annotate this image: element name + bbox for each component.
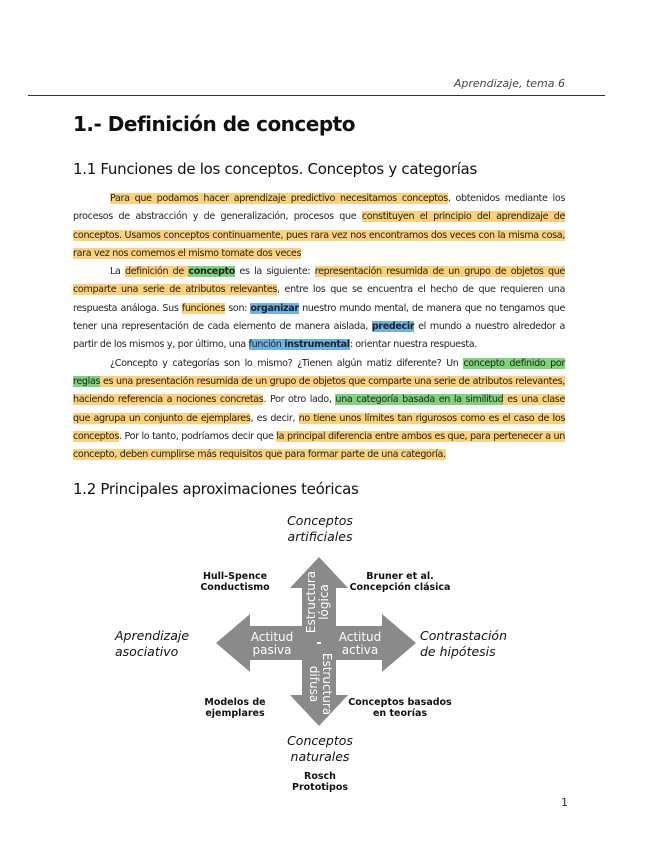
arrow-down-label: Estructuradifusa [307, 652, 334, 716]
hl-text: concepto definido por reglas [73, 357, 565, 387]
hl-text: la principal diferencia entre ambos es que, para pertenecer a un concepto, deben cumplirse más requisitos que para formar parte de una categoría. [73, 430, 566, 461]
label-line: artificiales [287, 529, 353, 544]
label-line: Bruner et al. [366, 571, 434, 582]
label-right [420, 628, 530, 660]
hl-text: es una clase que agrupa un conjunto de ejemplares [73, 394, 566, 424]
hl-text: es una presentación resumida de un grupo de objetos que comparte una serie de atributos relevantes, haciendo referencia a nociones concretas [73, 375, 565, 406]
text: , es decir, [250, 412, 299, 424]
page-number: 1 [561, 796, 568, 809]
label-top-left [180, 571, 290, 593]
label-top [260, 513, 380, 545]
label-line: Modelos de [204, 697, 266, 708]
hl-text: concepto [188, 266, 235, 278]
heading-2-functions: 1.1 Funciones de los conceptos. Conceptos y categorías [73, 160, 477, 178]
hl-text: una categoría basada en la similitud [335, 394, 504, 406]
hl-text: funciones [181, 302, 225, 314]
label-line: naturales [290, 749, 350, 764]
text: , entre los que se encuentra el hecho de que requieren una respuesta análoga. Sus [73, 284, 565, 314]
label-bottom [260, 733, 380, 765]
label-line: asociativo [115, 644, 179, 659]
hl-text: predecir [371, 321, 415, 333]
text: es la siguiente: [234, 266, 315, 278]
hl-text: instrumental [284, 339, 350, 351]
label-bottom-right [335, 697, 465, 719]
text: nuestro mundo mental, de manera que no tengamos que tener una representación de cada elemento de manera aislada, [73, 302, 565, 333]
label-line: Concepción clásica [349, 582, 451, 593]
label-bottom-left [180, 697, 290, 719]
hl-text: . Usamos conceptos continuamente, pues rara vez nos encontramos dos veces con la misma cosa, rara vez nos comemos el mismo tomate dos veces [73, 229, 565, 259]
hl-text: constituyen el principio del aprendizaje de conceptos [73, 211, 565, 241]
label-top-right [335, 571, 465, 593]
label-line: ejemplares [205, 708, 265, 719]
hl-text: Para que podamos hacer aprendizaje predictivo necesitamos conceptos [110, 193, 448, 204]
text: ¿Concepto y categorías son lo mismo? ¿Tienen algún matiz diferente? Un [110, 357, 464, 369]
heading-1: 1.- Definición de concepto [73, 112, 355, 136]
label-line: Aprendizaje [115, 628, 190, 643]
arrow-up-label: Estructuralógica [304, 570, 331, 634]
text: , procesos que [285, 211, 362, 223]
hl-text: no tiene unos límites tan rigurosos como es el caso de los conceptos [73, 412, 566, 442]
text: La [110, 266, 125, 278]
approaches-diagram [110, 510, 530, 800]
label-line: Conceptos [287, 733, 353, 748]
label-line: Rosch [304, 771, 336, 782]
label-line: Contrastación [420, 628, 507, 643]
text: , obtenidos mediante los procesos de abstracción y de generalización [73, 193, 565, 223]
label-line: de hipótesis [420, 644, 496, 659]
arrow-left-label: Actitud pasiva [250, 630, 294, 657]
label-bottom-extra [270, 771, 370, 793]
paragraph-1 [73, 190, 565, 263]
label-line: Conductismo [200, 582, 270, 593]
heading-2-approaches: 1.2 Principales aproximaciones teóricas [73, 480, 359, 498]
header-rule [28, 95, 605, 96]
label-line: Hull-Spence [202, 571, 268, 582]
text: . Por otro lado, [263, 394, 336, 406]
paragraph-2 [73, 263, 565, 354]
text: . Por lo tanto, podríamos decir que [118, 430, 277, 442]
section-body [73, 190, 565, 464]
text: : orientar nuestra respuesta. [349, 339, 478, 351]
label-line: Prototipos [291, 782, 349, 793]
hl-text: representación resumida de un grupo de objetos que comparte una serie de atributos relevantes [73, 266, 565, 296]
arrow-right-label: Actitud activa [338, 630, 382, 657]
page-header: Aprendizaje, tema 6 [453, 77, 565, 90]
text: son: [224, 302, 251, 314]
label-line: Conceptos basados [348, 697, 452, 708]
text: el mundo a nuestro alrededor a partir de los mismos y, por último, una [73, 321, 565, 351]
paragraph-3 [73, 355, 565, 465]
hl-text: organizar [250, 302, 299, 314]
label-line: Conceptos [287, 513, 353, 528]
label-left [115, 628, 210, 660]
label-line: en teorías [372, 708, 428, 719]
hl-text: definición de [125, 266, 189, 278]
hl-text: función [248, 339, 285, 351]
